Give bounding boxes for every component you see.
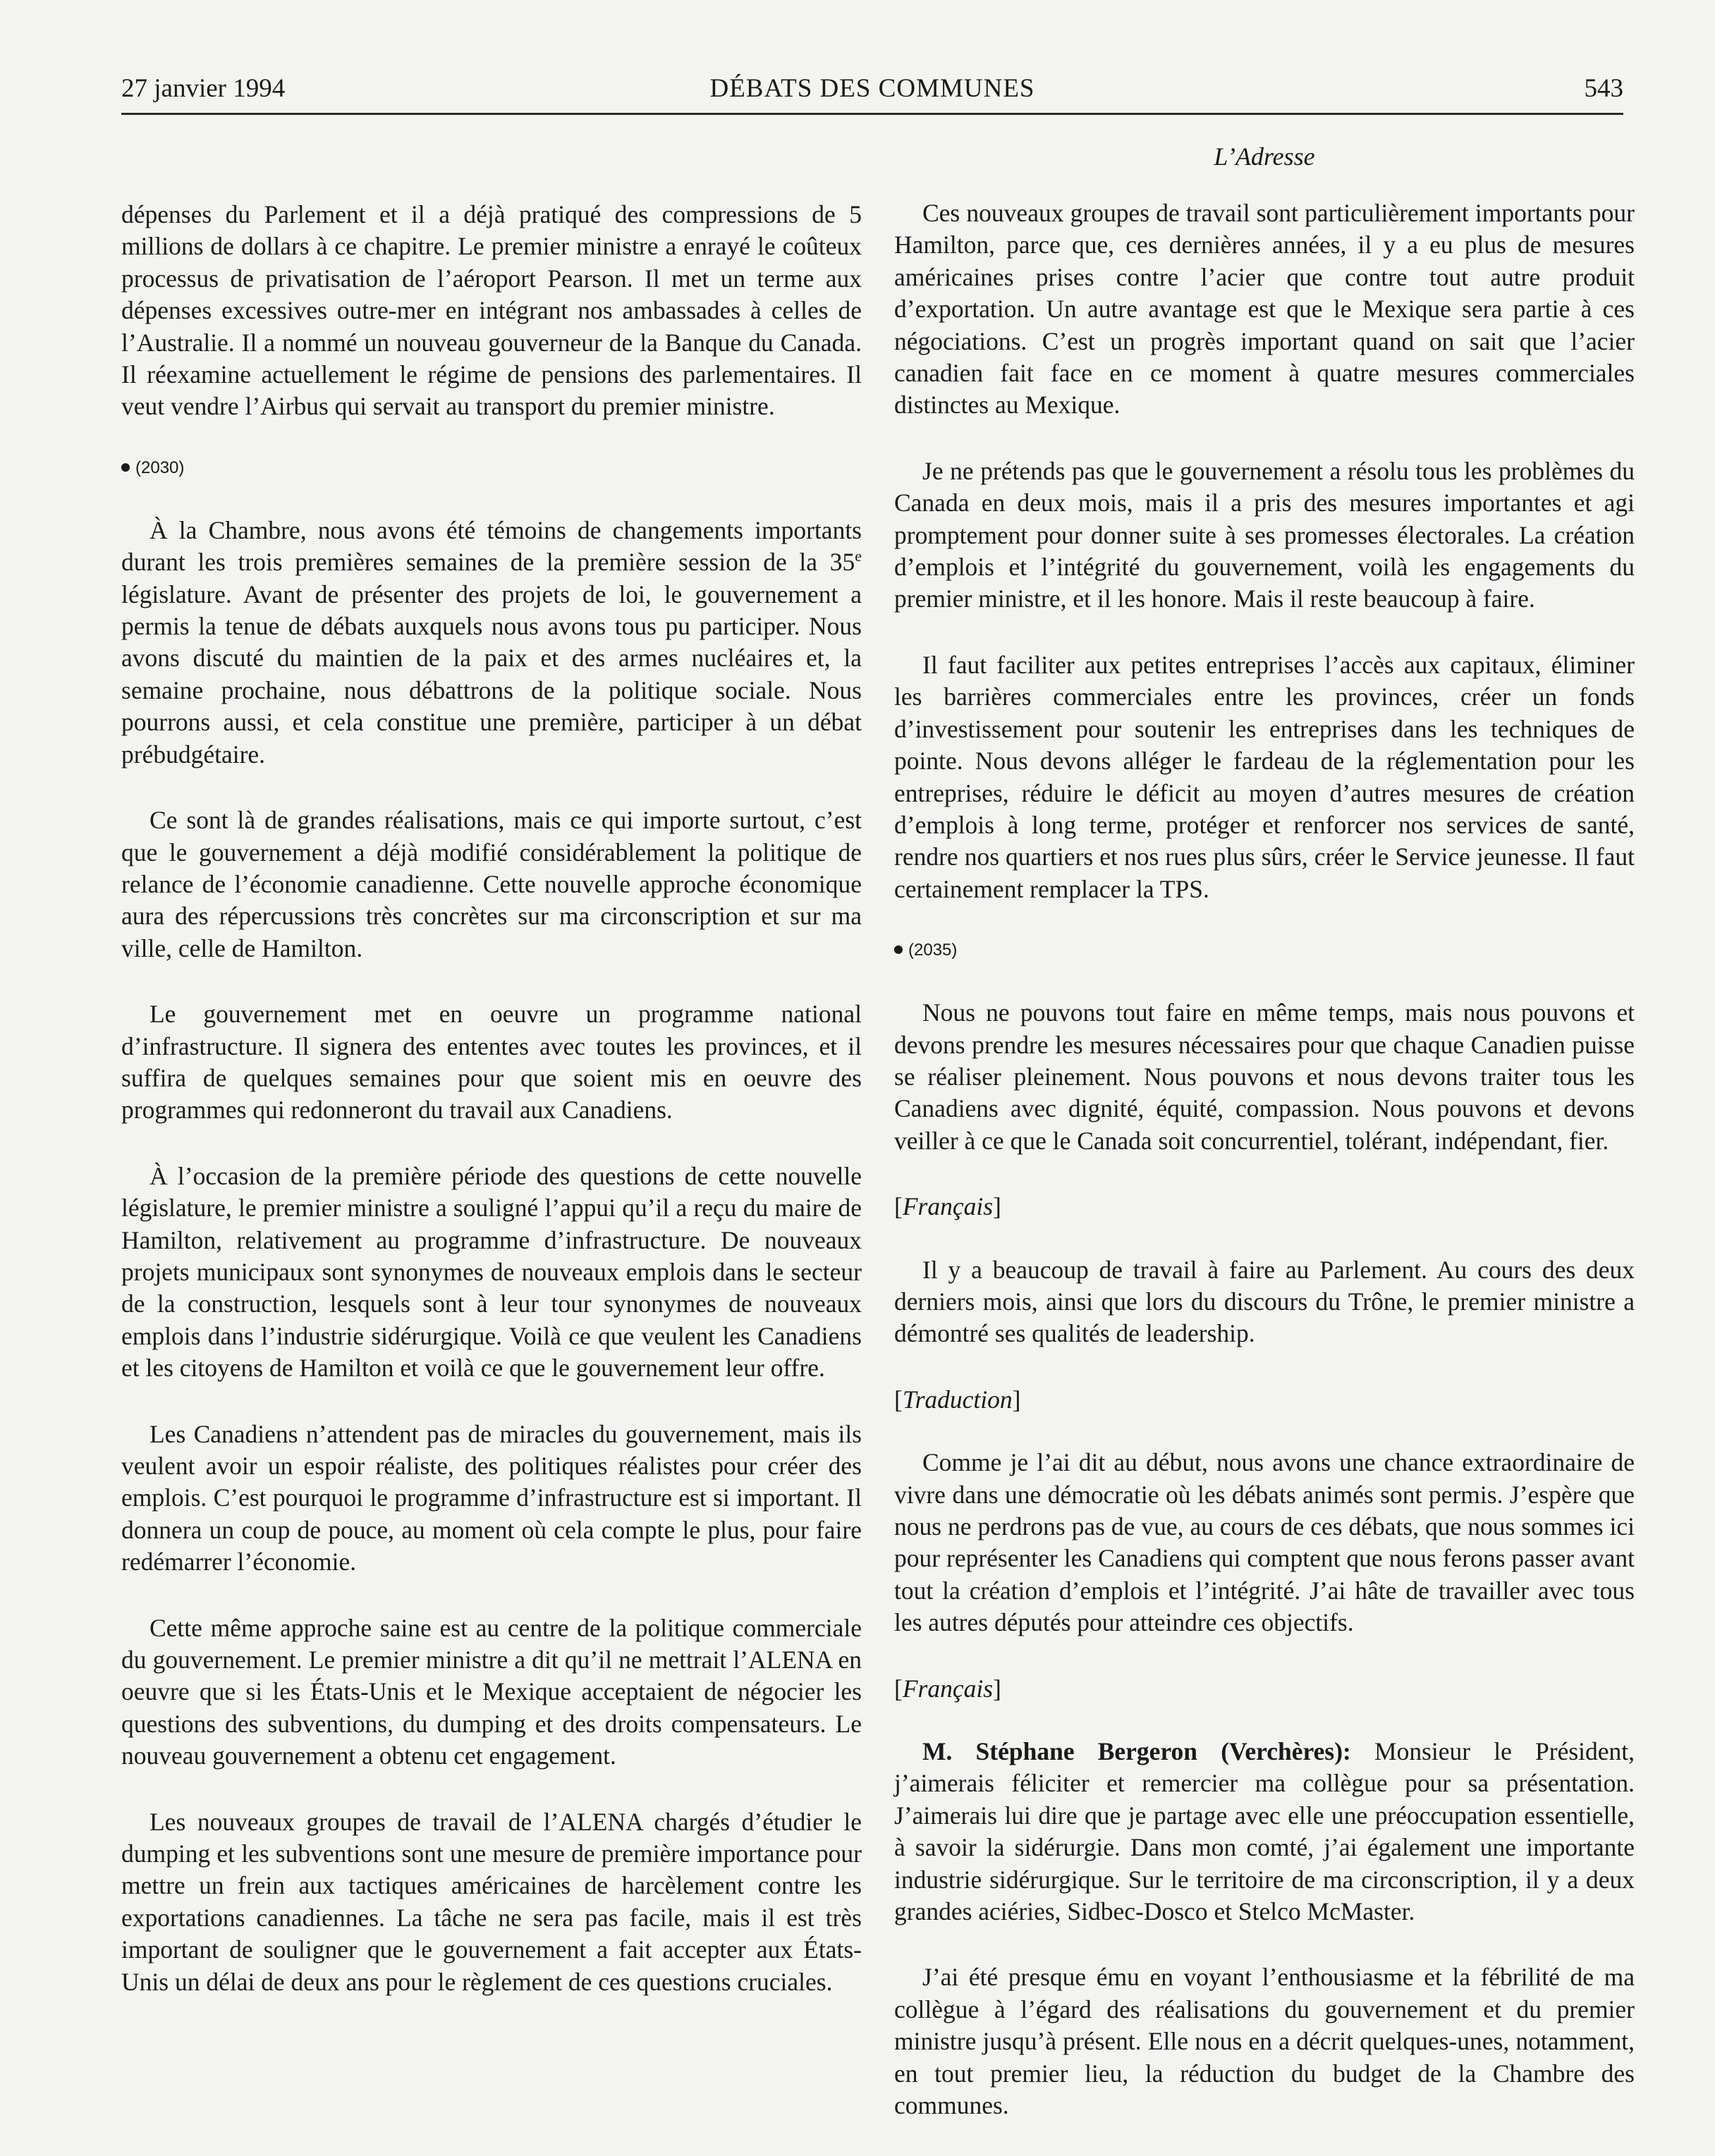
header-title: DÉBATS DES COMMUNES	[709, 74, 1035, 103]
paragraph: Comme je l’ai dit au début, nous avons une chance extraordinaire de vivre dans une démocratie où les débats animés sont permis. J’espère que nous ne perdrons pas de vue, au cours de ces débats, que nous sommes ici pour représenter les Canadiens qui comptent que nous ferons passer avant tout la création d’emplois et l’intégrité. J’ai hâte de travailler avec tous les autres députés pour atteindre ces objectifs.	[894, 1448, 1635, 1637]
paragraph-text: Monsieur le Président, j’aimerais féliciter et remercier ma collègue pour sa présentation. J’aimerais lui dire que je partage avec elle une préoccupation essentielle, à savoir la sidérurgie. Dans mon comté, j’ai également une importante industrie sidérurgique. Sur le territoire de ma circonscription, il y a deux grandes aciéries, Sidbec-Dosco et Stelco McMaster.	[894, 1737, 1635, 1926]
paragraph-text: À la Chambre, nous avons été témoins de changements importants durant les trois premières semaines de la première session de la 35	[121, 515, 862, 577]
bullet-icon	[894, 945, 903, 954]
paragraph: À l’occasion de la première période des questions de cette nouvelle législature, le premier ministre a souligné l’appui qu’il a reçu du maire de Hamilton, relativement au programme d’infrastructure. De nouveaux projets municipaux sont synonymes de nouveaux emplois dans le secteur de la construction, lesquels sont à leur tour synonymes de nouveaux emplois dans l’industrie sidérurgique. Voilà ce que veulent les Canadiens et les citoyens de Hamilton et voilà ce que le gouvernement leur offre.	[121, 1161, 862, 1383]
paragraph: Nous ne pouvons tout faire en même temps, mais nous pouvons et devons prendre les mesures nécessaires pour que chaque Canadien puisse se réaliser pleinement. Nous pouvons et nous devons traiter tous les Canadiens avec dignité, équité, compassion. Nous pouvons et devons veiller à ce que le Canada soit concurrentiel, tolérant, indépendant, fier.	[894, 998, 1635, 1155]
paragraph: Les Canadiens n’attendent pas de miracles du gouvernement, mais ils veulent avoir un espoir réaliste, des politiques réalistes pour créer des emplois. C’est pourquoi le programme d’infrastructure est si important. Il donnera un coup de pouce, au moment où cela compte le plus, pour faire redémarrer l’économie.	[121, 1419, 862, 1576]
time-marker-label: (2035)	[908, 941, 958, 960]
paragraph	[894, 1736, 1635, 1928]
paragraph: Il faut faciliter aux petites entreprises l’accès aux capitaux, éliminer les barrières commerciales entre les provinces, créer un fonds d’investissement pour soutenir les entreprises dans les techniques de pointe. Nous devons alléger le fardeau de la réglementation pour les entreprises, réduire le déficit au moyen d’autres mesures de création d’emplois à long terme, protéger et renforcer nos services de santé, rendre nos quartiers et nos rues plus sûrs, créer le Service jeunesse. Il faut certainement remplacer la TPS.	[894, 650, 1635, 903]
speaker-name: M. Stéphane Bergeron (Verchères):	[922, 1737, 1351, 1766]
paragraph: Il y a beaucoup de travail à faire au Parlement. Au cours des deux derniers mois, ainsi que lors du discours du Trône, le premier ministre a démontré ses qualités de leadership.	[894, 1255, 1635, 1348]
header-date: 27 janvier 1994	[121, 74, 286, 103]
bullet-icon	[121, 463, 130, 472]
page-header	[121, 69, 1623, 115]
language-tag: [Français]	[894, 1674, 1001, 1703]
paragraph: Les nouveaux groupes de travail de l’ALENA chargés d’étudier le dumping et les subventions sont une mesure de première importance pour mettre un frein aux tactiques américaines de harcèlement contre les exportations canadiennes. La tâche ne sera pas facile, mais il est très important de souligner que le gouvernement a fait accepter aux États-Unis un délai de deux ans pour le règlement de ces questions cruciales.	[121, 1807, 862, 1996]
left-column	[121, 141, 862, 2032]
time-marker	[894, 939, 1635, 962]
paragraph: dépenses du Parlement et il a déjà pratiqué des compressions de 5 millions de dollars à ce chapitre. Le premier ministre a enrayé le coûteux processus de privatisation de l’aéroport Pearson. Il met un terme aux dépenses excessives outre-mer en intégrant nos ambassades à celles de l’Australie. Il a nommé un nouveau gouverneur de la Banque du Canada. Il réexamine actuellement le régime de pensions des parlementaires. Il veut vendre l’Airbus qui servait au transport du premier ministre.	[121, 200, 862, 421]
paragraph-text: législature. Avant de présenter des projets de loi, le gouvernement a permis la tenue de débats auxquels nous avons tous pu participer. Nous avons discuté du maintien de la paix et des armes nucléaires et, la semaine prochaine, nous débattrons de la politique sociale. Nous pourrons aussi, et cela constitue une première, participer à un débat prébudgétaire.	[121, 580, 862, 768]
time-marker	[121, 457, 862, 479]
language-tag-label: Traduction	[902, 1385, 1013, 1414]
paragraph: Cette même approche saine est au centre de la politique commerciale du gouvernement. Le premier ministre a dit qu’il ne mettrait l’ALENA en oeuvre que si les États-Unis et le Mexique acceptaient de négocier les questions des subventions, du dumping et des droits compensateurs. Le nouveau gouvernement a obtenu cet engagement.	[121, 1613, 862, 1770]
language-tag: [Traduction]	[894, 1385, 1021, 1414]
language-tag-label: Français	[902, 1674, 994, 1703]
time-marker-label: (2030)	[135, 458, 185, 477]
paragraph: Le gouvernement met en oeuvre un programme national d’infrastructure. Il signera des ententes avec toutes les provinces, et il suffira de quelques semaines pour que soient mis en oeuvre des programmes qui redonneront du travail aux Canadiens.	[121, 1000, 862, 1125]
section-title: L’Adresse	[1214, 142, 1315, 171]
paragraph: Ce sont là de grandes réalisations, mais ce qui importe surtout, c’est que le gouvernement a déjà modifié considérablement la politique de relance de l’économie canadienne. Cette nouvelle approche économique aura des répercussions très concrètes sur ma circonscription et sur ma ville, celle de Hamilton.	[121, 806, 862, 962]
paragraph: Ces nouveaux groupes de travail sont particulièrement importants pour Hamilton, parce que, ces dernières années, il y a eu plus de mesures américaines prises contre l’acier que contre tout autre produit d’exportation. Un autre avantage est que le Mexique sera partie à ces négociations. C’est un progrès important quand on sait que l’acier canadien fait face en ce moment à quatre mesures commerciales distinctes au Mexique.	[894, 199, 1635, 419]
language-tag: [Français]	[894, 1192, 1001, 1221]
paragraph: J’ai été presque ému en voyant l’enthousiasme et la fébrilité de ma collègue à l’égard des réalisations du gouvernement et du premier ministre jusqu’à présent. Elle nous en a décrit quelques-unes, notamment, en tout premier lieu, la réduction du budget de la Chambre des communes.	[894, 1963, 1635, 2120]
right-column	[894, 141, 1635, 2156]
ordinal-suffix: e	[855, 547, 862, 565]
paragraph	[121, 515, 862, 771]
paragraph: Je ne prétends pas que le gouvernement a résolu tous les problèmes du Canada en deux mois, mais il a pris des mesures importantes et agi promptement pour donner suite à ses promesses électorales. La création d’emplois et l’intégrité du gouvernement, voilà les engagements du premier ministre, et il les honore. Mais il reste beaucoup à faire.	[894, 456, 1635, 613]
header-page-number: 543	[1584, 74, 1623, 103]
language-tag-label: Français	[902, 1192, 994, 1221]
